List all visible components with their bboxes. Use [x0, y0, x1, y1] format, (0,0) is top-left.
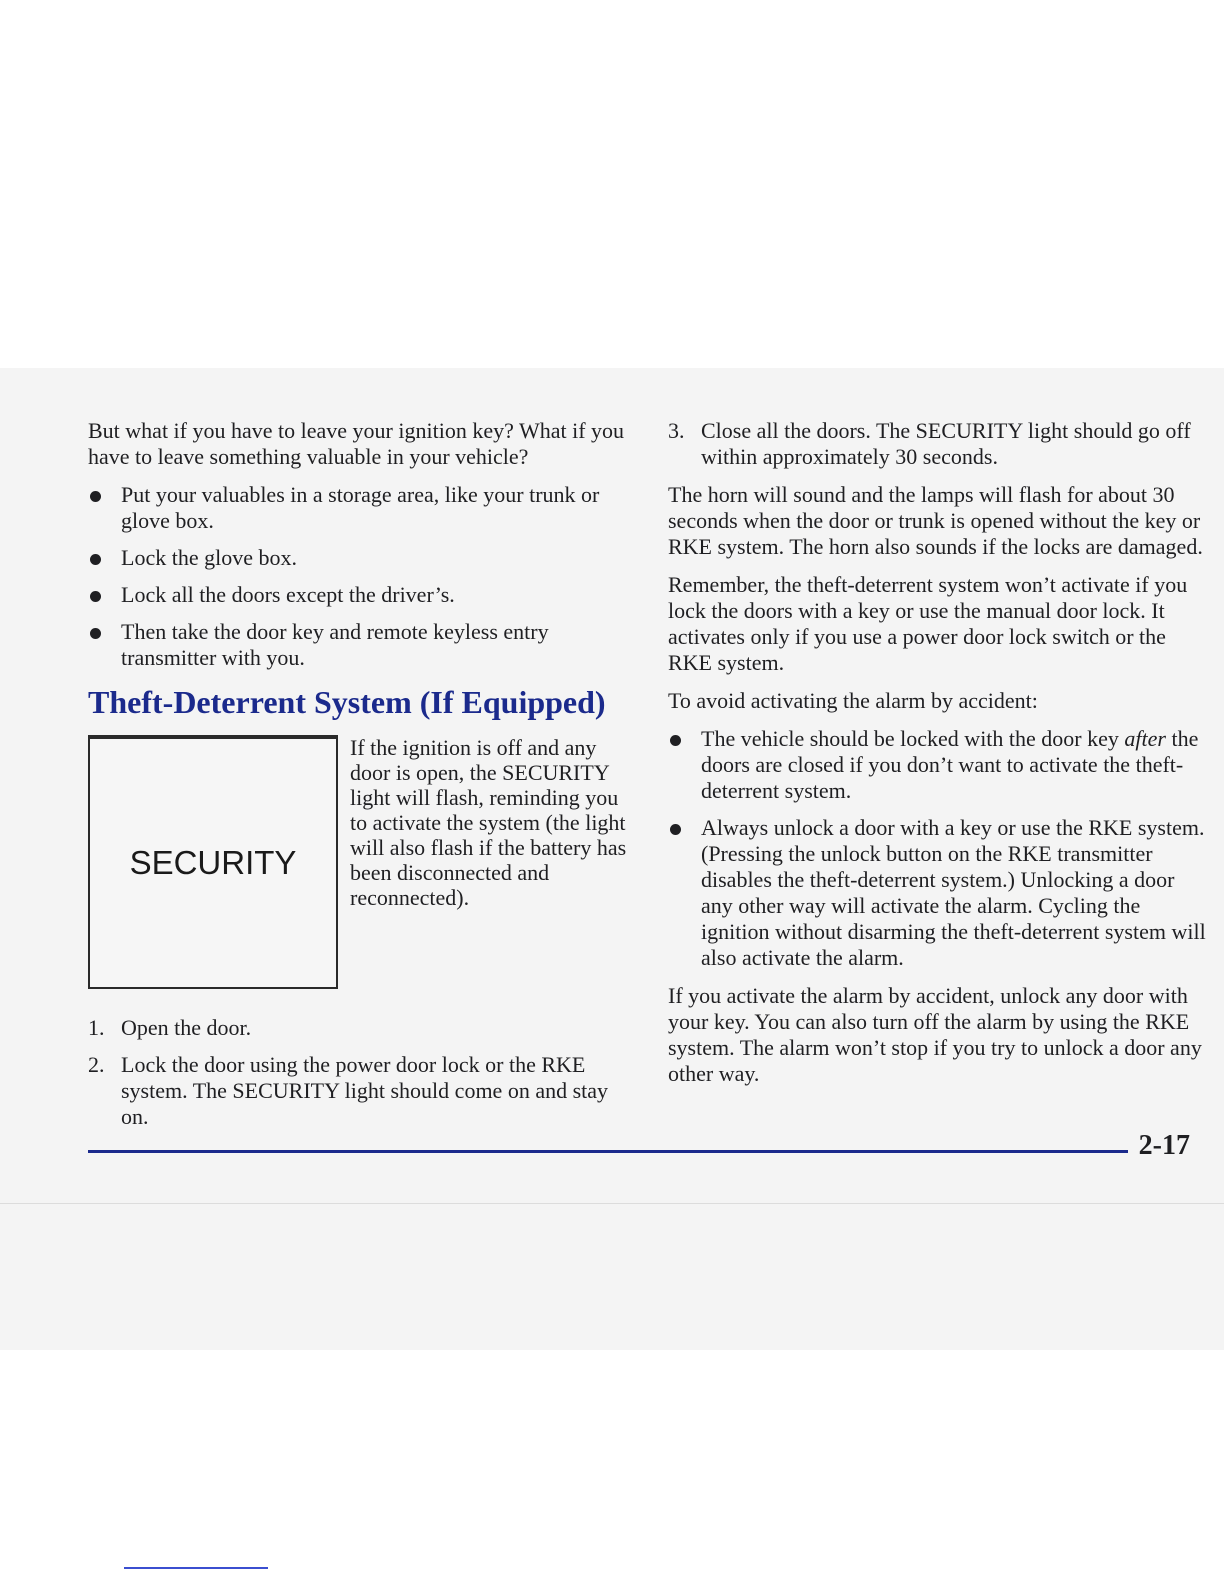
bullet-text: Then take the door key and remote keyless entry transmitter with you.	[121, 619, 549, 670]
avoid-alarm-bullet-list	[668, 726, 1208, 971]
bullet-dot-icon	[90, 491, 101, 502]
bullet-text: Put your valuables in a storage area, like your trunk or glove box.	[121, 482, 600, 533]
security-light-description: If the ignition is off and any door is open, the SECURITY light will flash, reminding you to activate the system (the light will also flash if the battery has been disconnected and reconnected).	[350, 735, 627, 910]
horn-paragraph: The horn will sound and the lamps will flash for about 30 seconds when the door or trunk is opened without the key or RKE system. The horn also sounds if the locks are damaged.	[668, 482, 1203, 559]
step-text: Open the door.	[121, 1015, 252, 1040]
left-column	[88, 418, 628, 1142]
illustration-border	[90, 737, 336, 739]
step-number: 3.	[668, 418, 685, 443]
accident-paragraph: If you activate the alarm by accident, unlock any door with your key. You can also turn off the alarm by using the RKE system. The alarm won’t stop if you try to unlock a door any other way.	[668, 983, 1202, 1086]
step-number: 1.	[88, 1015, 105, 1040]
bullet-dot-icon	[90, 591, 101, 602]
security-light-label: SECURITY	[129, 844, 297, 881]
security-light-illustration	[88, 735, 338, 989]
page-number: 2-17	[1138, 1130, 1190, 1161]
bullet-dot-icon	[670, 824, 681, 835]
avoid-alarm-paragraph: To avoid activating the alarm by accident:	[668, 688, 1038, 713]
bullet-dot-icon	[670, 735, 681, 746]
intro-paragraph: But what if you have to leave your ignition key? What if you have to leave something valuable in your vehicle?	[88, 418, 625, 469]
page-edge-line	[0, 1203, 1224, 1204]
list-item	[668, 726, 1208, 804]
step-text: Lock the door using the power door lock or the RKE system. The SECURITY light should come on and stay on.	[121, 1052, 609, 1129]
list-item	[88, 619, 628, 671]
list-item	[88, 545, 628, 571]
step-number: 2.	[88, 1052, 105, 1077]
steps-list-right	[668, 418, 1208, 470]
bullet-text-before: The vehicle should be locked with the door key	[701, 726, 1125, 751]
steps-list-left	[88, 1015, 628, 1130]
bullet-text-after: the doors are closed if you don’t want to activate the theft-deterrent system.	[701, 726, 1199, 803]
bullet-dot-icon	[90, 628, 101, 639]
remember-paragraph: Remember, the theft-deterrent system won’t activate if you lock the doors with a key or use the manual door lock. It activates only if you use a power door lock switch or the RKE system.	[668, 572, 1188, 675]
list-item	[668, 815, 1208, 971]
step-item	[88, 1052, 628, 1130]
step-text: Close all the doors. The SECURITY light should go off within approximately 30 seconds.	[701, 418, 1191, 469]
footer-rule	[88, 1150, 1128, 1153]
bullet-text-emphasis: after	[1124, 726, 1166, 751]
bullet-text: Lock all the doors except the driver’s.	[121, 582, 455, 607]
security-figure	[88, 735, 628, 989]
list-item	[88, 582, 628, 608]
list-item	[88, 482, 628, 534]
step-item	[88, 1015, 628, 1041]
step-item	[668, 418, 1208, 470]
bullet-text: Always unlock a door with a key or use the RKE system. (Pressing the unlock button on the RKE transmitter disables the theft-deterrent system.) Unlocking a door any other way will activate the alarm. Cycling the ignition without disarming the theft-deterrent system will also activate the alarm.	[701, 815, 1206, 970]
bullet-dot-icon	[90, 554, 101, 565]
section-title: Theft-Deterrent System (If Equipped)	[88, 684, 606, 720]
valuables-bullet-list	[88, 482, 628, 671]
bullet-text: Lock the glove box.	[121, 545, 297, 570]
bottom-underline	[124, 1567, 268, 1569]
right-column	[668, 418, 1208, 1099]
